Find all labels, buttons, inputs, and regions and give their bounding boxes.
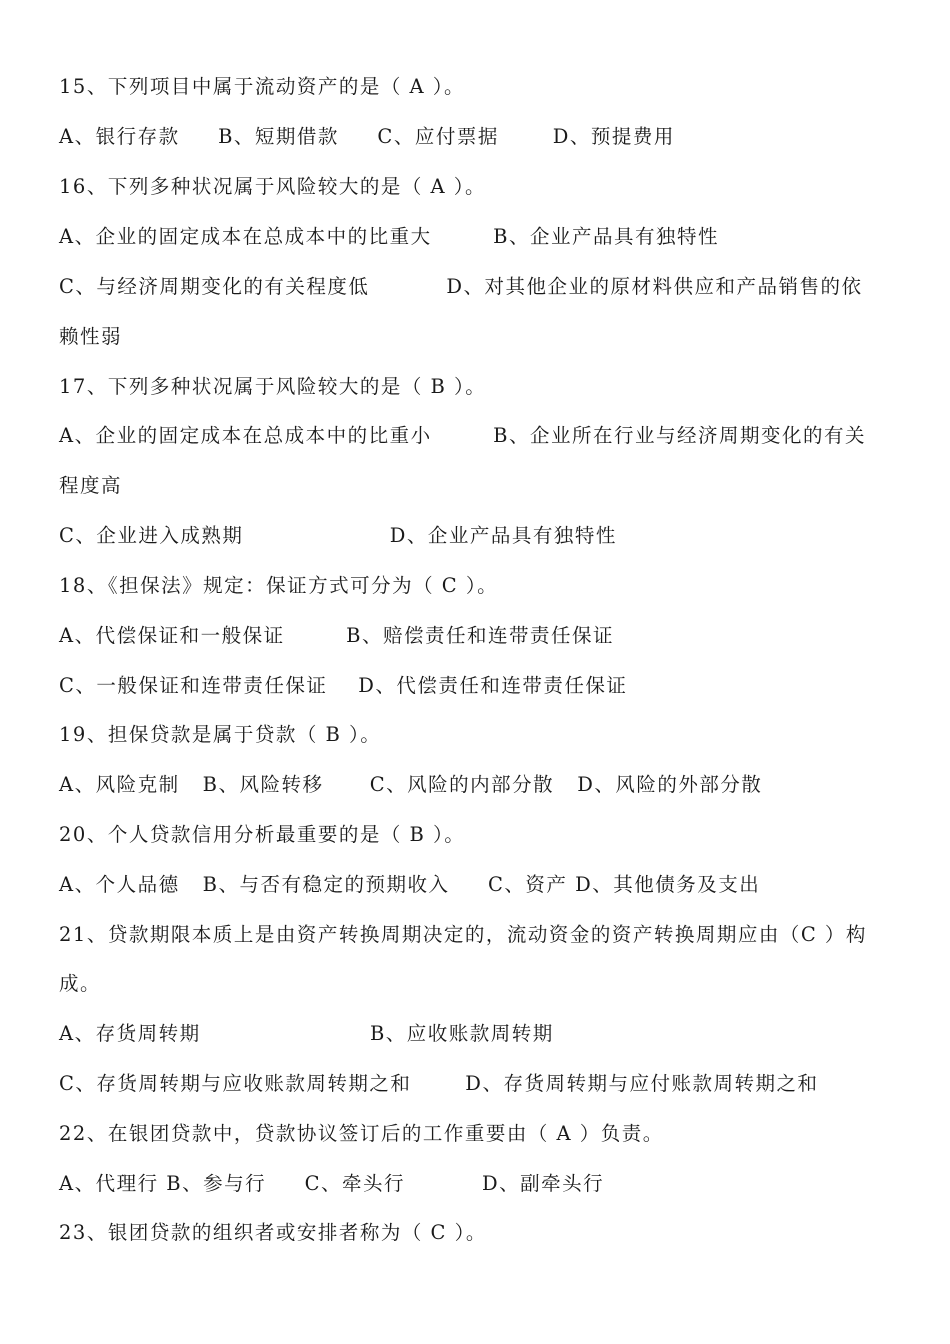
options-17-a-b: A、企业的固定成本在总成本中的比重小 B、企业所在行业与经济周期变化的有关 bbox=[59, 424, 867, 447]
question-22: 22、在银团贷款中，贷款协议签订后的工作重要由（ A ）负责。 bbox=[59, 1122, 664, 1145]
question-20: 20、个人贷款信用分析最重要的是（ B ）。 bbox=[59, 823, 466, 846]
question-15: 15、下列项目中属于流动资产的是（ A ）。 bbox=[59, 75, 466, 98]
options-17-c-d: C、企业进入成熟期 D、企业产品具有独特性 bbox=[59, 524, 617, 547]
question-16: 16、下列多种状况属于风险较大的是（ A ）。 bbox=[59, 175, 487, 198]
options-19: A、风险克制 B、风险转移 C、风险的内部分散 D、风险的外部分散 bbox=[59, 773, 763, 796]
options-21-a-b: A、存货周转期 B、应收账款周转期 bbox=[59, 1022, 554, 1045]
options-16-d-continued: 赖性弱 bbox=[59, 325, 123, 348]
options-16-a-b: A、企业的固定成本在总成本中的比重大 B、企业产品具有独特性 bbox=[59, 225, 720, 248]
options-20: A、个人品德 B、与否有稳定的预期收入 C、资产 D、其他债务及支出 bbox=[59, 873, 761, 896]
options-21-c-d: C、存货周转期与应收账款周转期之和 D、存货周转期与应付账款周转期之和 bbox=[59, 1072, 819, 1095]
question-19: 19、担保贷款是属于贷款（ B ）。 bbox=[59, 723, 382, 746]
options-17-b-continued: 程度高 bbox=[59, 474, 123, 497]
options-18-c-d: C、一般保证和连带责任保证 D、代偿责任和连带责任保证 bbox=[59, 674, 628, 697]
question-21: 21、贷款期限本质上是由资产转换周期决定的，流动资金的资产转换周期应由（C ）构 bbox=[59, 923, 867, 946]
question-17: 17、下列多种状况属于风险较大的是（ B ）。 bbox=[59, 375, 487, 398]
options-16-c-d: C、与经济周期变化的有关程度低 D、对其他企业的原材料供应和产品销售的依 bbox=[59, 275, 863, 298]
question-23: 23、银团贷款的组织者或安排者称为（ C ）。 bbox=[59, 1221, 487, 1244]
options-18-a-b: A、代偿保证和一般保证 B、赔偿责任和连带责任保证 bbox=[59, 624, 615, 647]
options-22: A、代理行 B、参与行 C、牵头行 D、副牵头行 bbox=[59, 1172, 605, 1195]
options-15: A、银行存款 B、短期借款 C、应付票据 D、预提费用 bbox=[59, 125, 675, 148]
question-21-continued: 成。 bbox=[59, 972, 102, 995]
question-18: 18、《担保法》规定：保证方式可分为（ C ）。 bbox=[59, 574, 499, 597]
